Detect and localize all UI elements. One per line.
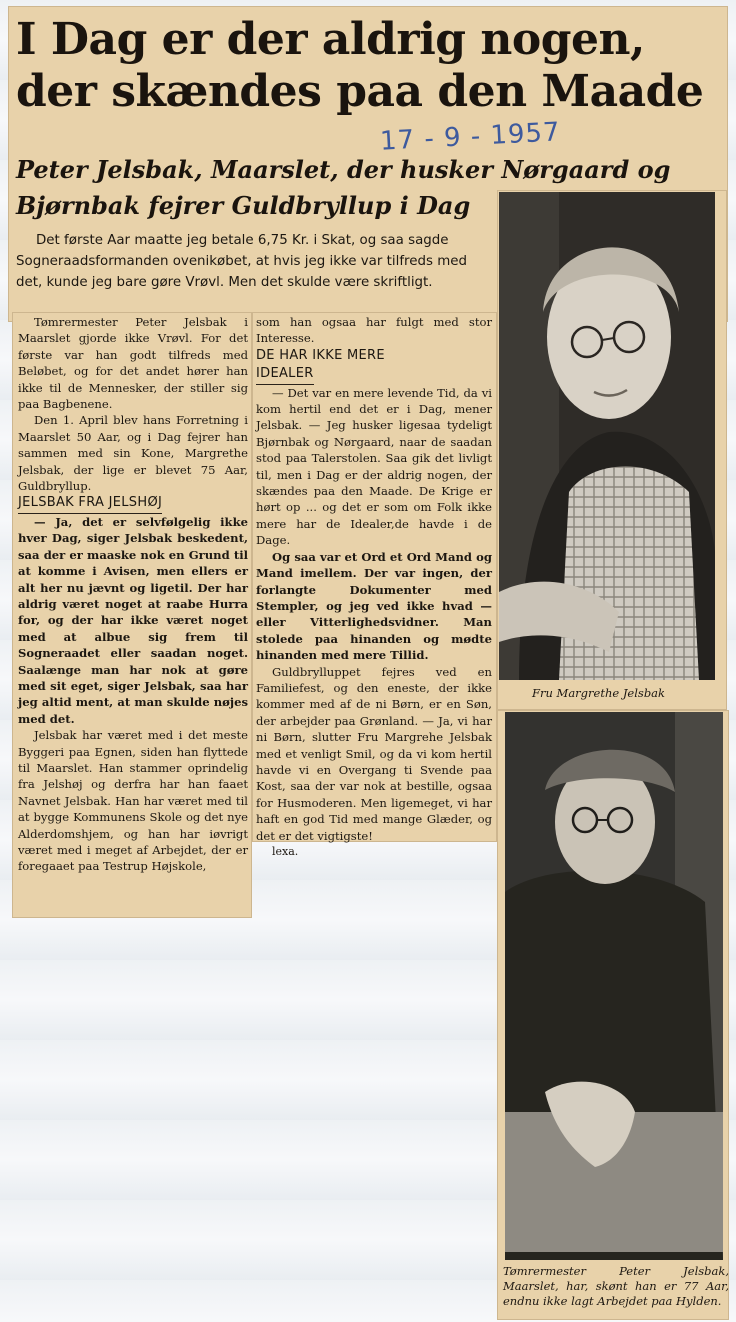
section-subheading: IDEALER — [256, 366, 314, 384]
paragraph: — Det var en mere levende Tid, da vi kom hertil end det er i Dag, mener Jelsbak. — Jeg husker ligesaa tydeligt Bjørnbak og Nørgaard, naar de saadan stod paa Talerstolen. Saa gik det livligt til, men i Dag er der aldrig nogen, der skændes paa den Maade. De Krige er hørt op ... og det er som om Folk ikke mere har de Idealer,de havde i de Dage. — [256, 385, 492, 548]
section-subheading: DE HAR IKKE MERE — [256, 347, 385, 363]
photo-caption: Tømrermester Peter Jelsbak, Maarslet, har, skønt han er 77 Aar, endnu ikke lagt Arbejdet paa Hylden. — [503, 1264, 729, 1308]
paragraph: Jelsbak har været med i det meste Byggeri paa Egnen, siden han flyttede til Maarslet. Han stammer oprindelig fra Jelshøj og derfra har han faaet Navnet Jelsbak. Han har været med til at bygge Kommunens Skole og det nye Alderdomshjem, og han har iøvrigt været med i meget af Arbejdet, der er foregaaet paa Testrup Højskole, — [18, 728, 248, 874]
portrait-man-image — [505, 712, 723, 1260]
article-column-middle — [256, 314, 492, 860]
subheadline-line-1: Peter Jelsbak, Maarslet, der husker Nørgaard og — [16, 155, 671, 184]
section-subheading: JELSBAK FRA JELSHØJ — [18, 495, 162, 513]
lead-paragraph: Det første Aar maatte jeg betale 6,75 Kr. i Skat, og saa sagde Sogneraadsformanden ovenikøbet, at hvis jeg ikke var tilfreds med det, kunde jeg bare gøre Vrøvl. Men det skulde være skriftligt. — [16, 233, 468, 290]
paragraph: som han ogsaa har fulgt med stor Interesse. — [256, 315, 492, 346]
paragraph: Tømrermester Peter Jelsbak i Maarslet gjorde ikke Vrøvl. For det første var han godt tilfreds med Beløbet, og for det andet hører han ikke til de Mennesker, der stiller sig paa Bagbenene. — [18, 315, 248, 412]
headline: I Dag er der aldrig nogen, der skændes paa den Maade — [16, 14, 704, 117]
paragraph: — Ja, det er selvfølgelig ikke hver Dag, siger Jelsbak beskedent, saa der er maaske nok en Grund til at komme i Avisen, men ellers er alt her nu jævnt og ligetil. Der har aldrig været noget at raabe Hurra for, og der har ikke været noget med at albue sig frem til Sogneraadet eller saadan noget. Saalænge man har nok at gøre med sit eget, siger Jelsbak, saa har jeg altid ment, at man skulde nøjes med det. — [18, 514, 248, 726]
photo-peter-jelsbak — [505, 712, 723, 1260]
subheadline-line-2: Bjørnbak fejrer Guldbryllup i Dag — [16, 191, 471, 220]
photo-caption: Fru Margrethe Jelsbak — [532, 686, 666, 700]
article-column-left — [18, 314, 248, 875]
author-signature: lexa. — [272, 845, 299, 858]
handwritten-date: 17 - 9 - 1957 — [379, 117, 562, 157]
portrait-woman-image — [499, 192, 715, 680]
paragraph: Den 1. April blev hans Forretning i Maarslet 50 Aar, og i Dag fejrer han sammen med sin Kone, Margrethe Jelsbak, der lige er blevet 75 Aar, Guldbryllup. — [18, 413, 248, 494]
photo-margrethe-jelsbak — [499, 192, 715, 680]
paragraph: Og saa var et Ord et Ord Mand og Mand imellem. Der var ingen, der forlangte Dokumenter med Stempler, og jeg ved ikke hvad — eller Vitterlighedsvidner. Man stolede paa hinanden og mødte hinanden med mere Tillid. — [256, 549, 492, 663]
paragraph: Guldbrylluppet fejres ved en Familiefest, og den eneste, der ikke kommer med af de ni Børn, er en Søn, der arbejder paa Grønland. — Ja, vi har ni Børn, slutter Fru Margrehe Jelsbak med et venligt Smil, og da vi kom hertil havde vi en Overgang ti Svende paa Kost, saa der var nok at bestille, ogsaa for Husmoderen. Men ligemeget, vi har haft en god Tid med mange Glæder, og det er det vigtigste! — [256, 664, 492, 843]
